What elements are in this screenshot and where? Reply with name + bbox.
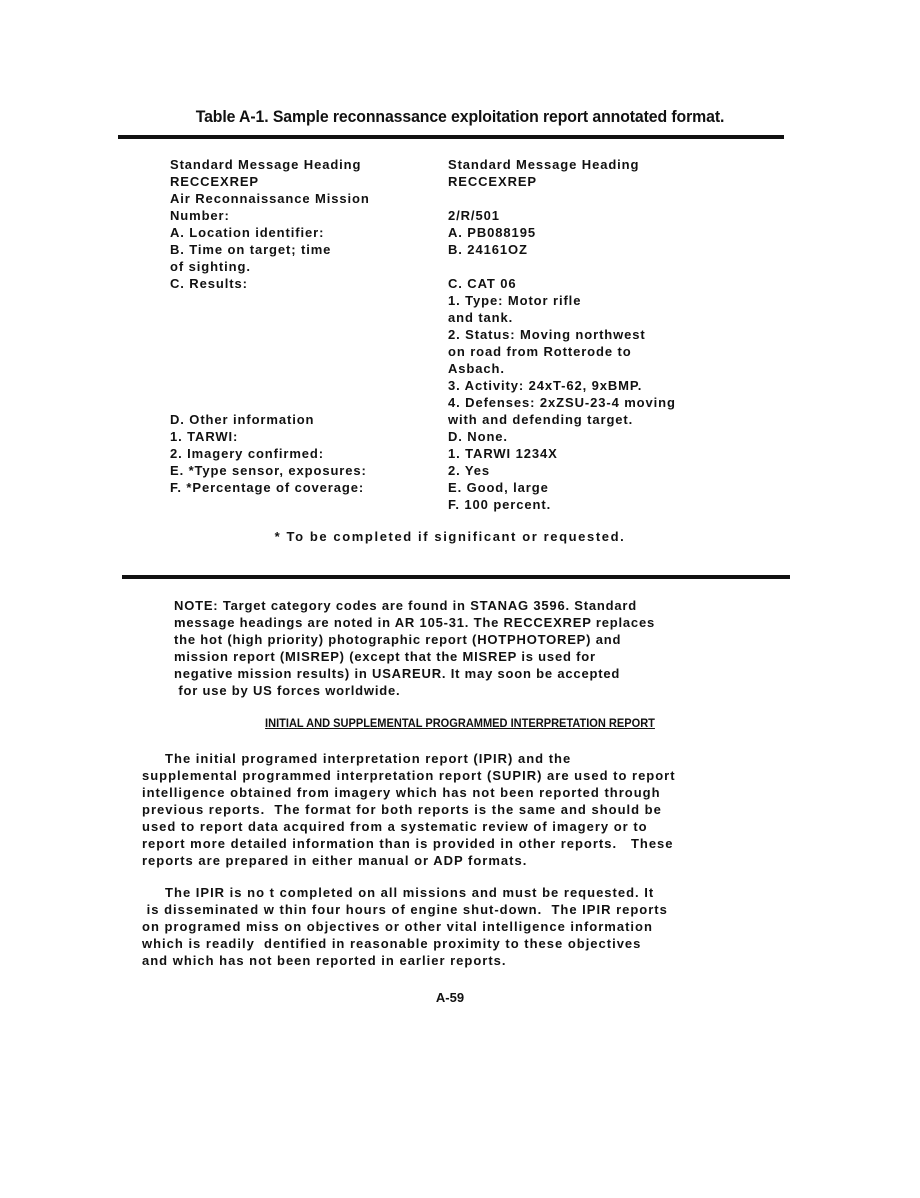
table-left-line: D. Other information (170, 412, 315, 427)
table-right-line: F. 100 percent. (448, 497, 552, 512)
table-left-line: A. Location identifier: (170, 225, 325, 240)
note-line: message headings are noted in AR 105-31. The RECCEXREP replaces (174, 615, 656, 630)
paragraph-line: and which has not been reported in earlier reports. (142, 953, 507, 968)
table-right-line: 3. Activity: 24xT-62, 9xBMP. (448, 378, 643, 393)
table-right-line (448, 258, 768, 275)
table-left-line: Number: (170, 208, 230, 223)
table-left-line (170, 309, 440, 326)
table-right-line: on road from Rotterode to (448, 344, 632, 359)
table-left-line: 1. TARWI: (170, 429, 239, 444)
table-right-line: E. Good, large (448, 480, 549, 495)
table-left-line: B. Time on target; time (170, 242, 332, 257)
paragraph-line: supplemental programmed interpretation report (SUPIR) are used to report (142, 768, 676, 783)
paragraph-line: The initial programed interpretation report (IPIR) and the (142, 751, 572, 766)
table-left-line: Air Reconnaissance Mission (170, 191, 370, 206)
table-right-line: D. None. (448, 429, 508, 444)
table-left-line: of sighting. (170, 259, 251, 274)
paragraph-ipir-supir (142, 750, 782, 869)
table-left-line (170, 292, 440, 309)
note-line: for use by US forces worldwide. (174, 683, 401, 698)
table-title: Table A-1. Sample reconnassance exploitation report annotated format. (195, 107, 725, 126)
section-heading: INITIAL AND SUPPLEMENTAL PROGRAMMED INTERPRETATION REPORT (265, 716, 655, 730)
paragraph-line: previous reports. The format for both reports is the same and should be (142, 802, 662, 817)
paragraph-line: on programed miss on objectives or other vital intelligence information (142, 919, 653, 934)
paragraph-line: used to report data acquired from a systematic review of imagery or to (142, 819, 648, 834)
table-right-column (448, 156, 768, 513)
paragraph-line: The IPIR is no t completed on all missions and must be requested. It (142, 885, 655, 900)
paragraph-line: is disseminated w thin four hours of engine shut-down. The IPIR reports (142, 902, 668, 917)
table-right-line: and tank. (448, 310, 514, 325)
table-left-line: C. Results: (170, 276, 248, 291)
note-line: the hot (high priority) photographic report (HOTPHOTOREP) and (174, 632, 622, 647)
table-right-line: 4. Defenses: 2xZSU-23-4 moving (448, 395, 676, 410)
table-right-line: 2/R/501 (448, 208, 500, 223)
note-line: NOTE: Target category codes are found in STANAG 3596. Standard (174, 598, 638, 613)
table-footnote: * To be completed if significant or requested. (274, 529, 626, 544)
page-number: A-59 (435, 990, 465, 1005)
note-line: mission report (MISREP) (except that the MISREP is used for (174, 649, 596, 664)
table-left-line: Standard Message Heading (170, 157, 362, 172)
paragraph-line: report more detailed information than is provided in other reports. These (142, 836, 674, 851)
table-right-line: 1. Type: Motor rifle (448, 293, 582, 308)
table-left-line (170, 343, 440, 360)
table-right-line: with and defending target. (448, 412, 634, 427)
paragraph-line: reports are prepared in either manual or ADP formats. (142, 853, 528, 868)
bottom-rule (122, 575, 790, 579)
table-left-column (170, 156, 440, 496)
table-right-line (448, 190, 768, 207)
table-right-line: 2. Yes (448, 463, 491, 478)
table-right-line: Standard Message Heading (448, 157, 640, 172)
paragraph-line: intelligence obtained from imagery which has not been reported through (142, 785, 661, 800)
table-left-line (170, 394, 440, 411)
paragraph-line: which is readily dentified in reasonable proximity to these objectives (142, 936, 642, 951)
table-right-line: C. CAT 06 (448, 276, 517, 291)
table-right-line: A. PB088195 (448, 225, 536, 240)
note-line: negative mission results) in USAREUR. It may soon be accepted (174, 666, 621, 681)
table-right-line: 2. Status: Moving northwest (448, 327, 646, 342)
table-left-line (170, 360, 440, 377)
top-rule (118, 135, 784, 139)
table-right-line: 1. TARWI 1234X (448, 446, 558, 461)
table-right-line: B. 24161OZ (448, 242, 528, 257)
paragraph-ipir-details (142, 884, 782, 969)
table-right-line: Asbach. (448, 361, 505, 376)
table-left-line: F. *Percentage of coverage: (170, 480, 365, 495)
note-block (174, 597, 734, 699)
table-right-line: RECCEXREP (448, 174, 538, 189)
table-left-line (170, 326, 440, 343)
table-left-line: 2. Imagery confirmed: (170, 446, 324, 461)
table-left-line: E. *Type sensor, exposures: (170, 463, 367, 478)
table-left-line (170, 377, 440, 394)
table-left-line: RECCEXREP (170, 174, 260, 189)
